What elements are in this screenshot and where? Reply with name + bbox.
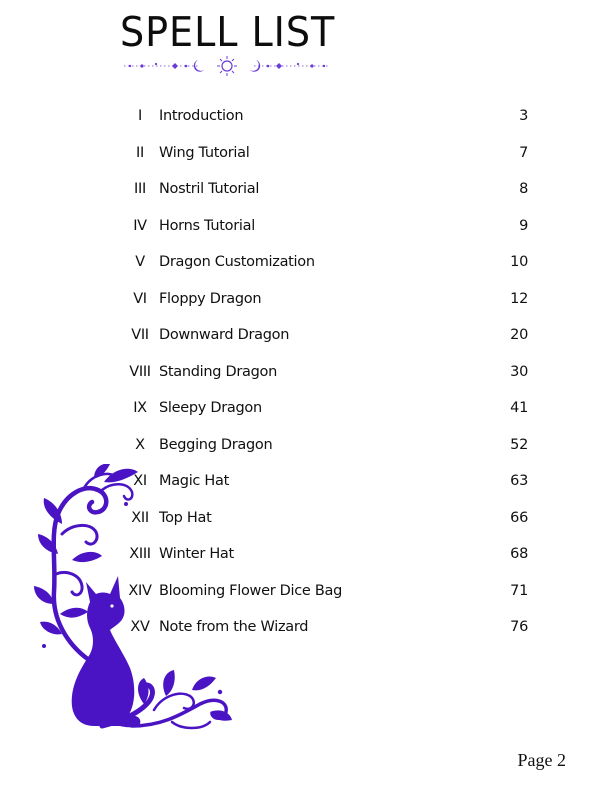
toc-chapter-number: III bbox=[134, 181, 146, 197]
toc-chapter-title: Downward Dragon bbox=[159, 327, 290, 343]
toc-chapter-title: Winter Hat bbox=[159, 546, 234, 562]
toc-chapter-title: Blooming Flower Dice Bag bbox=[159, 582, 342, 599]
toc-chapter-number: IX bbox=[133, 400, 147, 416]
toc-chapter-number: VI bbox=[133, 290, 147, 307]
toc-chapter-title: Sleepy Dragon bbox=[159, 400, 262, 416]
toc-chapter-title: Nostril Tutorial bbox=[159, 181, 260, 197]
toc-chapter-title: Magic Hat bbox=[159, 473, 229, 489]
toc-chapter-number: VII bbox=[131, 327, 149, 343]
toc-page-number: 10 bbox=[510, 254, 528, 270]
toc-page-number: 20 bbox=[510, 327, 528, 343]
toc-row[interactable] bbox=[126, 145, 546, 182]
toc-row[interactable] bbox=[126, 254, 546, 291]
toc-page-number: 41 bbox=[510, 400, 528, 416]
toc-page-number: 30 bbox=[510, 363, 528, 380]
toc-row[interactable] bbox=[126, 327, 546, 364]
toc-page-number: 63 bbox=[510, 473, 528, 489]
toc-chapter-number: XI bbox=[133, 473, 147, 489]
toc-chapter-title: Floppy Dragon bbox=[159, 290, 262, 307]
toc-row[interactable] bbox=[126, 291, 546, 328]
toc-chapter-number: VIII bbox=[129, 363, 151, 380]
toc-page-number: 68 bbox=[510, 546, 528, 562]
toc-page-number: 9 bbox=[519, 217, 528, 234]
toc-chapter-number: X bbox=[135, 436, 145, 453]
cat-with-floral-vines-icon bbox=[32, 464, 232, 732]
toc-page-number: 66 bbox=[510, 509, 528, 526]
toc-chapter-number: XV bbox=[130, 619, 150, 635]
toc-chapter-number: XII bbox=[131, 509, 149, 526]
toc-row[interactable] bbox=[126, 181, 546, 218]
toc-chapter-title: Dragon Customization bbox=[159, 254, 315, 270]
toc-page-number: 3 bbox=[519, 108, 528, 124]
toc-chapter-title: Wing Tutorial bbox=[159, 144, 250, 161]
toc-row[interactable] bbox=[126, 400, 546, 437]
toc-page-number: 71 bbox=[510, 582, 528, 599]
toc-row[interactable] bbox=[126, 218, 546, 255]
toc-chapter-title: Standing Dragon bbox=[159, 363, 277, 380]
toc-chapter-title: Note from the Wizard bbox=[159, 619, 309, 635]
toc-chapter-title: Begging Dragon bbox=[159, 436, 273, 453]
toc-page-number: 8 bbox=[519, 181, 528, 197]
toc-chapter-number: XIII bbox=[129, 546, 151, 562]
toc-chapter-number: XIV bbox=[128, 582, 152, 599]
toc-chapter-number: I bbox=[138, 108, 142, 124]
toc-chapter-title: Top Hat bbox=[159, 509, 212, 526]
page-number: Page 2 bbox=[517, 750, 566, 770]
toc-row[interactable] bbox=[126, 364, 546, 401]
toc-page-number: 7 bbox=[519, 144, 528, 161]
toc-page-number: 12 bbox=[510, 290, 528, 307]
toc-chapter-number: IV bbox=[133, 217, 147, 234]
toc-row[interactable] bbox=[126, 108, 546, 145]
celestial-sun-moon-divider-icon bbox=[120, 54, 334, 78]
toc-page-number: 52 bbox=[510, 436, 528, 453]
toc-page-number: 76 bbox=[510, 619, 528, 635]
toc-chapter-number: V bbox=[135, 254, 145, 270]
toc-chapter-number: II bbox=[136, 144, 144, 161]
page-title: SPELL LIST bbox=[120, 8, 336, 56]
toc-chapter-title: Introduction bbox=[159, 108, 244, 124]
toc-chapter-title: Horns Tutorial bbox=[159, 217, 255, 234]
